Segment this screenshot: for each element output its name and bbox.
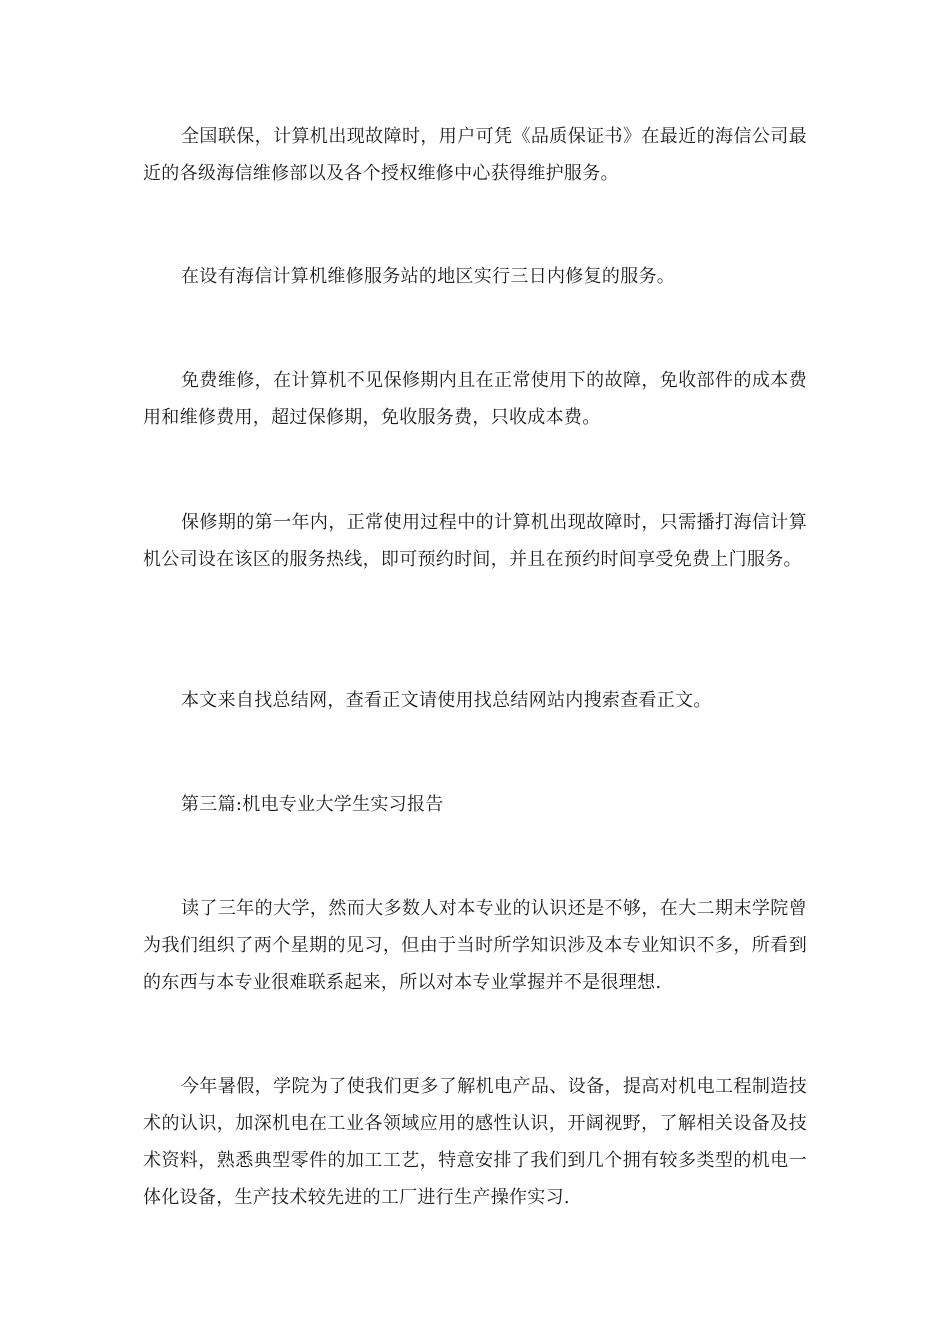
paragraph-first-year-service: 保修期的第一年内，正常使用过程中的计算机出现故障时，只需播打海信计算机公司设在该区的服务热线，即可预约时间，并且在预约时间享受免费上门服务。 (143, 512, 807, 570)
paragraph-university-study: 读了三年的大学，然而大多数人对本专业的认识还是不够，在大二期末学院曾为我们组织了两个星期的见习，但由于当时所学知识涉及本专业知识不多，所看到的东西与本专业很难联系起来，所以对本专业掌握并不是很理想. (143, 898, 807, 993)
section-heading: 第三篇:机电专业大学生实习报告 (181, 794, 444, 815)
paragraph-nationwide-warranty: 全国联保，计算机出现故障时，用户可凭《品质保证书》在最近的海信公司最近的各级海信维修部以及各个授权维修中心获得维护服务。 (143, 126, 807, 184)
paragraph-free-repair: 免费维修，在计算机不见保修期内且在正常使用下的故障，免收部件的成本费用和维修费用，超过保修期，免收服务费，只收成本费。 (143, 370, 807, 428)
paragraph-three-day-repair: 在设有海信计算机维修服务站的地区实行三日内修复的服务。 (181, 266, 676, 287)
paragraph-summer-internship: 今年暑假，学院为了使我们更多了解机电产品、设备，提高对机电工程制造技术的认识，加深机电在工业各领域应用的感性认识，开阔视野，了解相关设备及技术资料，熟悉典型零件的加工工艺，特意安排了我们到几个拥有较多类型的机电一体化设备，生产技术较先进的工厂进行生产操作实习. (143, 1076, 807, 1208)
paragraph-source-note: 本文来自找总结网，查看正文请使用找总结网站内搜索查看正文。 (181, 690, 712, 711)
